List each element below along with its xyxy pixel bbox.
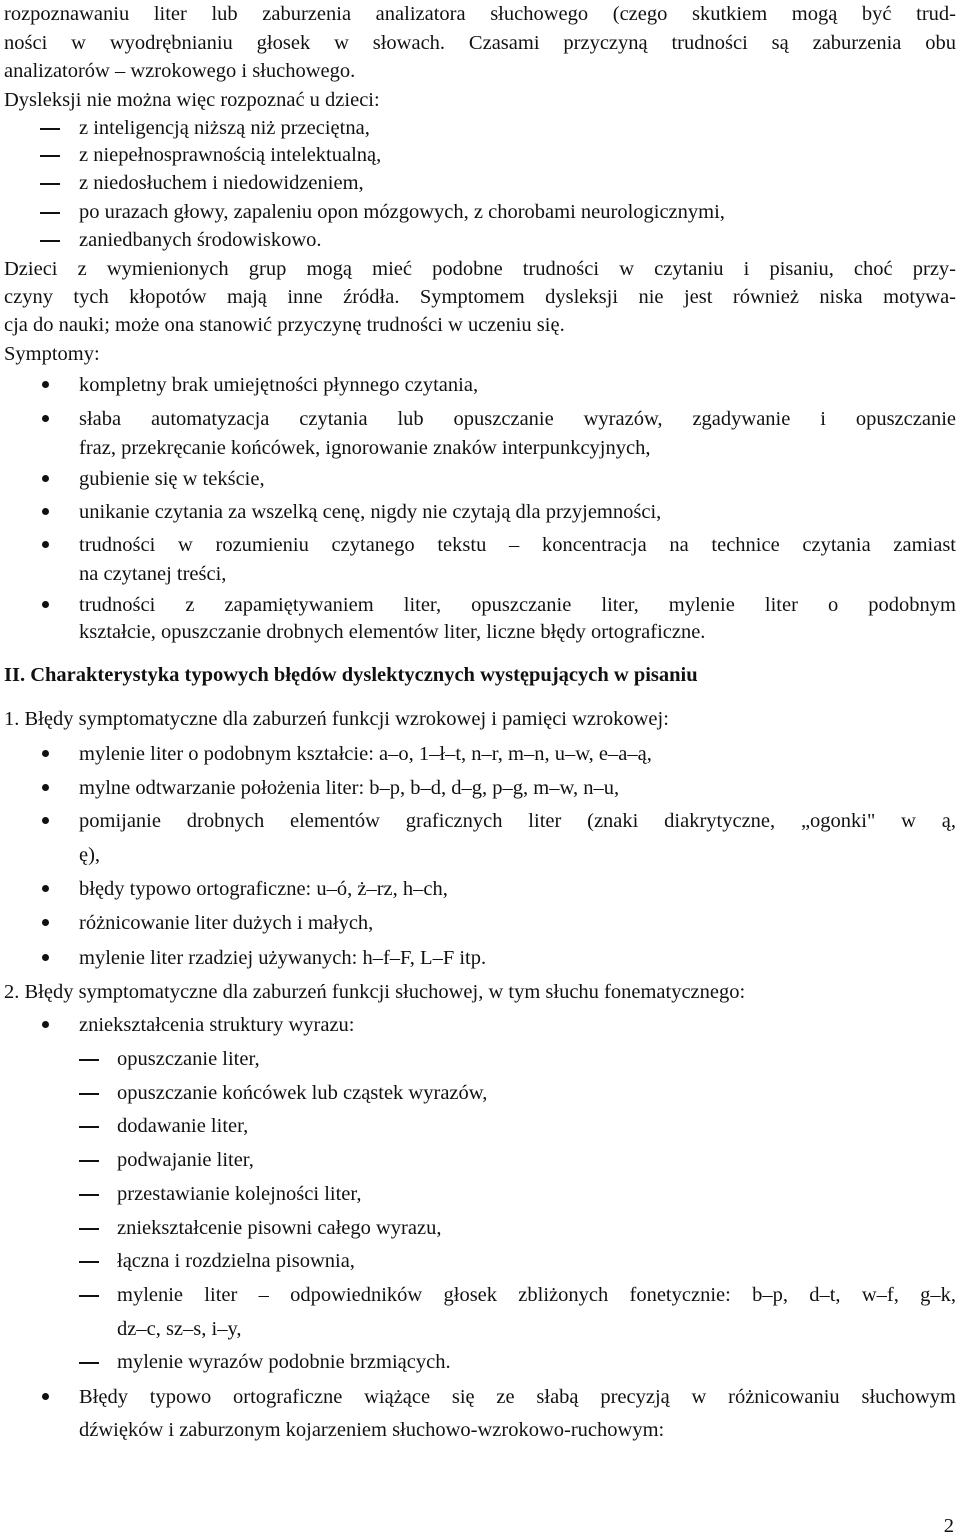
list-item: trudności w rozumieniu czytanego tekstu – koncentracja na technice czytania zamiast <box>79 534 956 556</box>
list-item: opuszczanie końcówek lub cząstek wyrazów, <box>117 1082 488 1104</box>
list-item: słaba automatyzacja czytania lub opuszczanie wyrazów, zgadywanie i opuszczanie <box>79 408 956 430</box>
list-item: przestawianie kolejności liter, <box>117 1183 362 1205</box>
dash-marker <box>40 212 60 214</box>
text-line: Dysleksji nie można więc rozpoznać u dzieci: <box>4 89 380 111</box>
list-item: po urazach głowy, zapaleniu opon mózgowych, z chorobami neurologicznymi, <box>79 201 725 223</box>
bullet-marker <box>42 750 49 757</box>
bullet-marker <box>42 601 49 608</box>
list-item-continuation: ę), <box>79 844 101 866</box>
list-item: mylenie liter o podobnym kształcie: a–o, 1–ł–t, n–r, m–n, u–w, e–a–ą, <box>79 743 652 765</box>
dash-marker <box>79 1295 99 1297</box>
text-line: Symptomy: <box>4 343 100 365</box>
subsection-title: 1. Błędy symptomatyczne dla zaburzeń funkcji wzrokowej i pamięci wzrokowej: <box>4 708 669 730</box>
dash-marker <box>79 1261 99 1263</box>
list-item: zaniedbanych środowiskowo. <box>79 229 322 251</box>
bullet-marker <box>42 817 49 824</box>
dash-marker <box>79 1194 99 1196</box>
list-item-continuation: fraz, przekręcanie końcówek, ignorowanie znaków interpunkcyjnych, <box>79 437 651 459</box>
list-item: zniekształcenia struktury wyrazu: <box>79 1014 355 1036</box>
dash-marker <box>79 1093 99 1095</box>
list-item: podwajanie liter, <box>117 1149 254 1171</box>
text-line: Dzieci z wymienionych grup mogą mieć podobne trudności w czytaniu i pisaniu, choć przy- <box>4 258 956 280</box>
list-item: opuszczanie liter, <box>117 1048 260 1070</box>
list-item-continuation: kształcie, opuszczanie drobnych elementów liter, liczne błędy ortograficzne. <box>79 621 706 643</box>
list-item: kompletny brak umiejętności płynnego czytania, <box>79 374 479 396</box>
bullet-marker <box>42 508 49 515</box>
list-item: z inteligencją niższą niż przeciętna, <box>79 117 370 139</box>
bullet-marker <box>42 954 49 961</box>
page-number: 2 <box>943 1515 954 1537</box>
dash-marker <box>40 128 60 130</box>
list-item: mylne odtwarzanie położenia liter: b–p, b–d, d–g, p–g, m–w, n–u, <box>79 777 620 799</box>
list-item: mylenie wyrazów podobnie brzmiących. <box>117 1351 451 1373</box>
list-item-continuation: na czytanej treści, <box>79 563 227 585</box>
list-item: zniekształcenie pisowni całego wyrazu, <box>117 1217 442 1239</box>
list-item: pomijanie drobnych elementów graficznych liter (znaki diakrytyczne, „ogonki" w ą, <box>79 810 956 832</box>
dash-marker <box>40 155 60 157</box>
list-item: mylenie liter rzadziej używanych: h–f–F, L–F itp. <box>79 947 487 969</box>
bullet-marker <box>42 381 49 388</box>
bullet-marker <box>42 541 49 548</box>
text-line: cja do nauki; może ona stanowić przyczynę trudności w uczeniu się. <box>4 314 565 336</box>
dash-marker <box>79 1228 99 1230</box>
dash-marker <box>40 240 60 242</box>
dash-marker <box>40 183 60 185</box>
text-line: rozpoznawaniu liter lub zaburzenia analizatora słuchowego (czego skutkiem mogą być trud- <box>4 3 956 25</box>
list-item: błędy typowo ortograficzne: u–ó, ż–rz, h–ch, <box>79 878 448 900</box>
list-item: mylenie liter – odpowiedników głosek zbliżonych fonetycznie: b–p, d–t, w–f, g–k, <box>117 1284 956 1306</box>
text-line: analizatorów – wzrokowego i słuchowego. <box>4 60 356 82</box>
bullet-marker <box>42 1021 49 1028</box>
subsection-title: 2. Błędy symptomatyczne dla zaburzeń funkcji słuchowej, w tym słuchu fonematycznego: <box>4 981 746 1003</box>
list-item: gubienie się w tekście, <box>79 468 265 490</box>
list-item: Błędy typowo ortograficzne wiążące się ze słabą precyzją w różnicowaniu słuchowym <box>79 1386 956 1408</box>
list-item: różnicowanie liter dużych i małych, <box>79 912 374 934</box>
list-item: trudności z zapamiętywaniem liter, opuszczanie liter, mylenie liter o podobnym <box>79 594 956 616</box>
list-item: unikanie czytania za wszelką cenę, nigdy nie czytają dla przyjemności, <box>79 501 662 523</box>
bullet-marker <box>42 885 49 892</box>
list-item-continuation: dz–c, sz–s, i–y, <box>117 1318 242 1340</box>
list-item: dodawanie liter, <box>117 1115 249 1137</box>
list-item: z niepełnosprawnością intelektualną, <box>79 144 382 166</box>
bullet-marker <box>42 475 49 482</box>
list-item-continuation: dźwięków i zaburzonym kojarzeniem słuchowo-wzrokowo-ruchowym: <box>79 1419 665 1441</box>
bullet-marker <box>42 1393 49 1400</box>
text-line: czyny tych kłopotów mają inne źródła. Symptomem dysleksji nie jest również niska motywa- <box>4 286 956 308</box>
bullet-marker <box>42 919 49 926</box>
bullet-marker <box>42 784 49 791</box>
dash-marker <box>79 1160 99 1162</box>
section-heading: II. Charakterystyka typowych błędów dyslektycznych występujących w pisaniu <box>4 664 698 686</box>
list-item: łączna i rozdzielna pisownia, <box>117 1250 355 1272</box>
list-item: z niedosłuchem i niedowidzeniem, <box>79 172 364 194</box>
dash-marker <box>79 1059 99 1061</box>
bullet-marker <box>42 415 49 422</box>
text-line: ności w wyodrębnianiu głosek w słowach. Czasami przyczyną trudności są zaburzenia obu <box>4 32 956 54</box>
dash-marker <box>79 1126 99 1128</box>
dash-marker <box>79 1362 99 1364</box>
